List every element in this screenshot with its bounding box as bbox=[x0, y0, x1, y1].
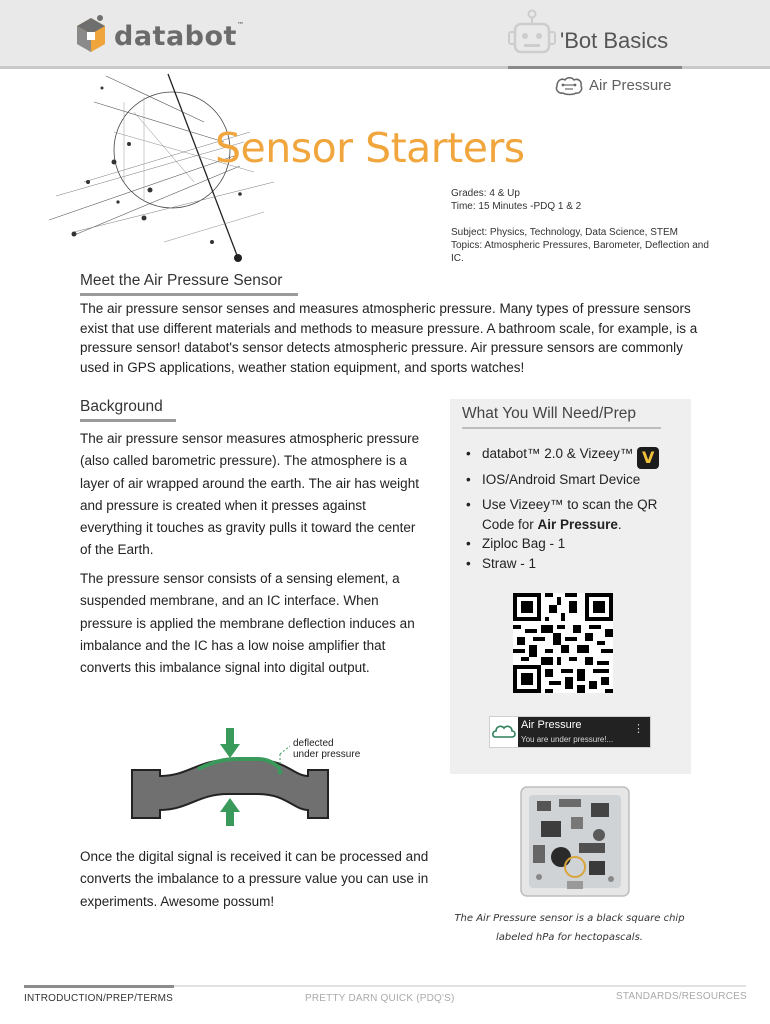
page-title: Sensor Starters bbox=[215, 124, 525, 172]
brain-circuit-icon bbox=[553, 76, 585, 96]
intro-heading: Meet the Air Pressure Sensor bbox=[80, 272, 283, 289]
active-tab-underline bbox=[508, 66, 682, 69]
background-paragraph-1: The air pressure sensor measures atmospheric pressure (also called barometric pressure). The atmosphere is a layer of air wrapped around the earth. The air has weight and pressure is created when it presses against everything it touches as gravity pulls it toward the center of the Earth. bbox=[80, 431, 420, 558]
prep-item-scan-qr: • Use Vizeey™ to scan the QR Code for Air Pressure. bbox=[466, 495, 691, 534]
prep-item-straw: • Straw - 1 bbox=[466, 554, 691, 574]
prep-item-databot: • databot™ 2.0 & Vizeey™ bbox=[466, 444, 691, 464]
robot-icon bbox=[506, 8, 558, 60]
databot-logo[interactable] bbox=[74, 14, 244, 58]
notification-subtitle: You are under pressure!... bbox=[521, 735, 614, 744]
background-paragraph-2: The pressure sensor consists of a sensing element, a suspended membrane, and an IC interface. When pressure is applied the membrane deflection induces an imbalance and the IC has a low noise amplifier that converts this imbalance signal into digital output. bbox=[80, 571, 415, 676]
databot-logo-icon bbox=[74, 14, 108, 58]
background-heading: Background bbox=[80, 398, 163, 415]
more-options-icon[interactable]: ⋮ bbox=[633, 722, 644, 735]
intro-paragraph: The air pressure sensor senses and measures atmospheric pressure. Many types of pressure sensors exist that use different materials and methods to measure pressure. A bathroom scale, for example, is a pressure sensor! databot's sensor detects atmospheric pressure. Air pressure sensors are commonly used in GPS applications, weather station equipment, and sports watches! bbox=[80, 301, 698, 375]
membrane-diagram bbox=[128, 726, 380, 826]
footer-nav-introduction[interactable]: INTRODUCTION/PREP/TERMS bbox=[24, 993, 174, 1004]
cloud-icon bbox=[490, 717, 518, 747]
notification-title: Air Pressure bbox=[521, 719, 582, 731]
prep-item-device: • IOS/Android Smart Device bbox=[466, 470, 691, 490]
footer-active-indicator bbox=[24, 985, 174, 988]
footer-nav-standards[interactable]: STANDARDS/RESOURCES bbox=[616, 991, 747, 1002]
diagram-label-deflected: deflected bbox=[293, 738, 334, 749]
prep-item-ziploc: • Ziploc Bag - 1 bbox=[466, 534, 691, 554]
logo-wordmark: databot™ bbox=[114, 20, 245, 52]
qr-code[interactable] bbox=[513, 593, 613, 693]
footer-nav-pdq[interactable]: PRETTY DARN QUICK (PDQ'S) bbox=[305, 993, 455, 1004]
background-paragraph-3: Once the digital signal is received it can be processed and converts the imbalance to a pressure value you can use in experiments. Awesome possum! bbox=[80, 849, 429, 909]
decorative-circle-graphic bbox=[44, 72, 284, 272]
databot-board-image bbox=[519, 785, 631, 898]
lesson-meta: Grades: 4 & Up Time: 15 Minutes -PDQ 1 & 2 Subject: Physics, Technology, Data Science, STEM Topics: Atmospheric Pressures, Barometer, Deflection and IC. bbox=[451, 188, 709, 264]
subsection-label[interactable]: Air Pressure bbox=[589, 77, 672, 94]
background-heading-rule bbox=[80, 419, 176, 422]
board-caption: The Air Pressure sensor is a black square chip labeled hPa for hectopascals. bbox=[454, 913, 685, 943]
vizeey-app-icon: V bbox=[637, 447, 659, 469]
diagram-label-under-pressure: under pressure bbox=[293, 749, 361, 760]
section-title: 'Bot Basics bbox=[560, 28, 669, 53]
intro-heading-rule bbox=[80, 293, 298, 296]
prep-heading: What You Will Need/Prep bbox=[462, 405, 637, 422]
prep-heading-rule bbox=[462, 427, 661, 429]
